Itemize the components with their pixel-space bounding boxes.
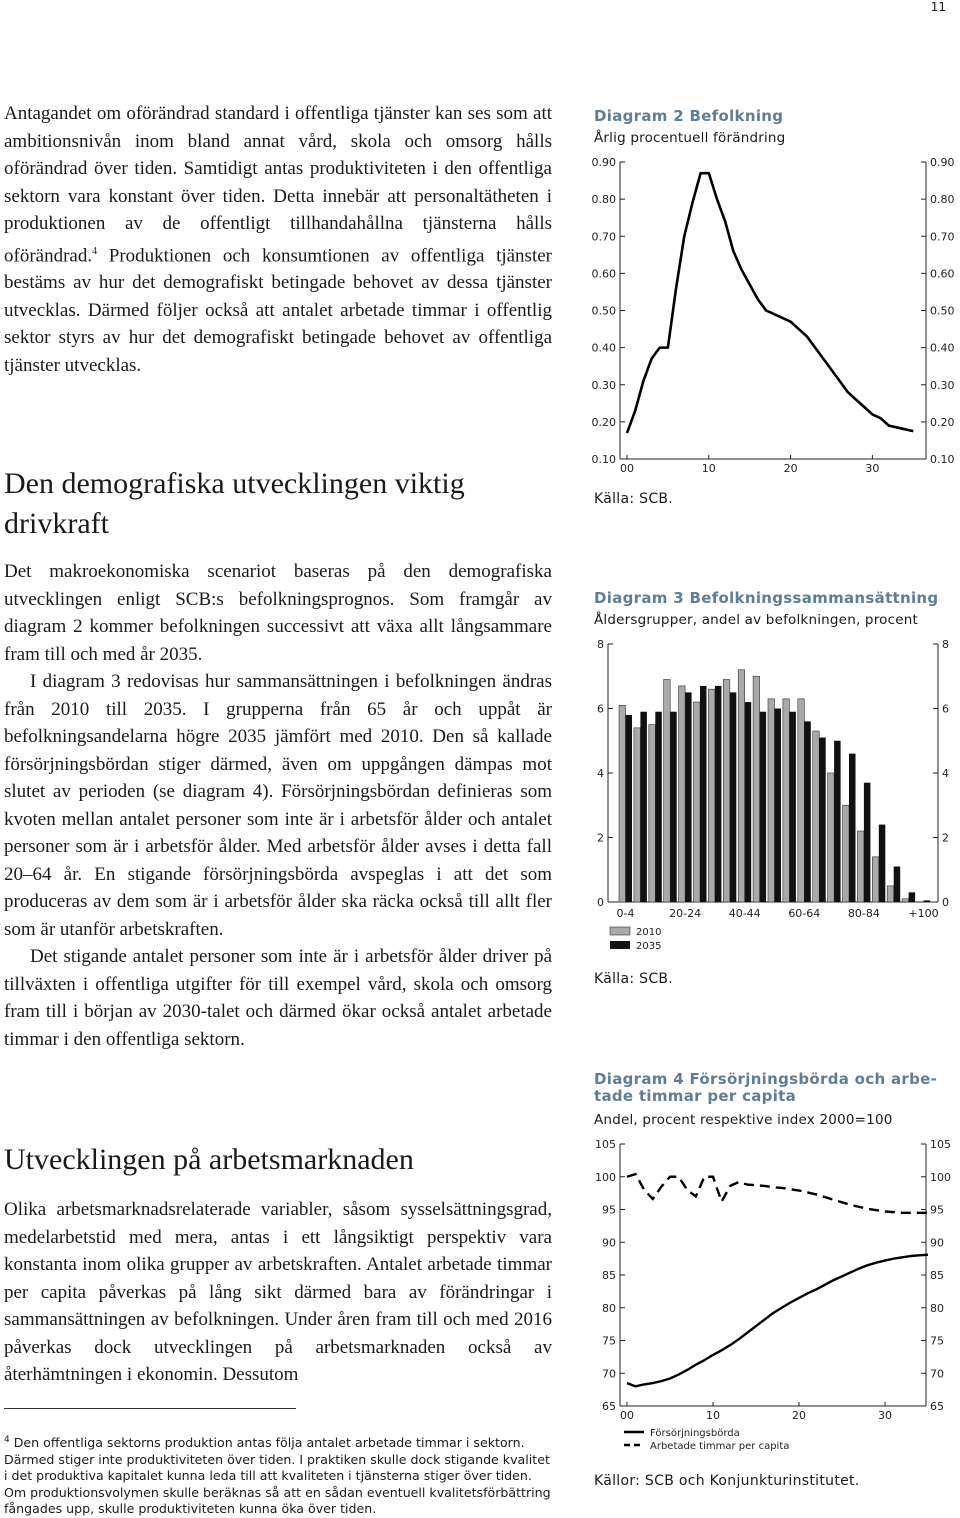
y-tick-label-right: 0.70: [930, 230, 955, 244]
y-tick-label-right: 4: [942, 767, 949, 780]
bar-2035-90-94: [894, 867, 901, 902]
bar-2010-90-94: [887, 886, 894, 902]
x-tick-label: 10: [701, 462, 716, 475]
heading-line-2: drivkraft: [4, 507, 109, 540]
bar-2035-80-84: [864, 783, 871, 902]
bar-2010-70-74: [828, 773, 835, 902]
footnote-reference[interactable]: 4: [92, 245, 98, 257]
y-tick-label-right: 2: [942, 831, 949, 845]
bar-2035-60-64: [804, 721, 811, 902]
legend-label-2010: 2010: [636, 927, 662, 938]
bar-2010-25-29: [694, 702, 701, 902]
y-tick-label-left: 6: [597, 702, 604, 716]
diagram3-title: Diagram 3 Befolkningssammansättning: [594, 589, 939, 607]
y-tick-label-left: 85: [602, 1269, 616, 1282]
y-tick-label-left: 80: [602, 1301, 616, 1315]
x-tick-label: 20: [783, 462, 798, 475]
bar-2035-20-24: [685, 692, 692, 902]
bar-2010-20-24: [679, 686, 686, 902]
bar-2035-15-19: [670, 712, 677, 902]
y-tick-label-right: 0.40: [930, 341, 955, 355]
y-tick-label-right: 80: [930, 1301, 944, 1315]
diagram2-source: Källa: SCB.: [594, 491, 674, 507]
y-tick-label-left: 90: [602, 1236, 616, 1250]
legend-label-forsorjningsborda: Försörjningsbörda: [650, 1428, 740, 1439]
y-tick-label-right: 100: [930, 1170, 951, 1184]
bar-2010-35-39: [723, 679, 730, 902]
footnote-divider: [4, 1408, 296, 1409]
x-tick-label: 60-64: [788, 907, 821, 920]
bar-2010-95-99: [902, 899, 909, 902]
diagram4-title: [594, 1071, 937, 1105]
bar-2035-35-39: [730, 692, 737, 902]
y-tick-label-right: 65: [930, 1400, 944, 1413]
diagram2-chart: [590, 150, 960, 480]
y-tick-label-left: 0.10: [591, 453, 616, 466]
bar-2010-80-84: [857, 831, 864, 902]
y-tick-label-right: 85: [930, 1269, 944, 1282]
diagram2-subtitle: Årlig procentuell förändring: [594, 130, 786, 146]
y-tick-label-left: 2: [597, 831, 604, 845]
intro-paragraph: [4, 100, 552, 379]
y-tick-label-right: 90: [930, 1236, 944, 1250]
series-line-forsorjningsborda: [627, 1255, 928, 1387]
y-tick-label-right: 0.10: [930, 453, 955, 466]
y-tick-label-right: 8: [942, 638, 949, 651]
bar-2035-75-79: [849, 754, 856, 902]
bar-2035-25-29: [700, 686, 707, 902]
heading-line-1: Den demografiska utvecklingen viktig: [4, 467, 465, 500]
bar-2035-+100: [924, 900, 931, 902]
bar-2035-65-69: [819, 738, 826, 902]
demografi-body: [4, 558, 552, 1053]
diagram2-title: Diagram 2 Befolkning: [594, 107, 784, 125]
legend-swatch-2010: [610, 927, 630, 935]
y-tick-label-right: 70: [930, 1367, 944, 1381]
y-tick-label-right: 105: [930, 1138, 951, 1151]
legend-label-2035: 2035: [636, 941, 662, 952]
bar-2010-45-49: [753, 676, 760, 902]
bar-2010-10-14: [649, 725, 656, 902]
diagram4-subtitle: Andel, procent respektive index 2000=100: [594, 1112, 893, 1128]
y-tick-label-right: 0.20: [930, 415, 955, 429]
x-tick-label: 00: [620, 462, 634, 475]
x-tick-label: 30: [878, 1409, 892, 1422]
x-tick-label: 80-84: [847, 907, 880, 920]
x-tick-label: 30: [865, 462, 880, 475]
paragraph: Olika arbetsmarknadsrelaterade variabler, såsom sysselsättningsgrad, medelarbetstid med mera, antas i ett långsiktigt perspektiv vara konstanta inom olika grupper av arbetskraften. Antalet arbetade timmar per capita påverkas på lång sikt därmed bara av förändringar i sammansättningen av befolkningen. Under åren fram till och med 2016 påverkas dock utvecklingen på arbetsmarknaden också av återhämtningen i ekonomin. Dessutom: [4, 1199, 552, 1385]
y-tick-label-left: 0.30: [591, 378, 616, 392]
footnote-number: 4: [4, 1435, 10, 1445]
bar-2035-85-89: [879, 825, 886, 902]
y-tick-label-right: 6: [942, 702, 949, 716]
y-tick-label-left: 95: [602, 1203, 616, 1217]
y-tick-label-right: 0.80: [930, 193, 955, 207]
diagram4-title-line2: tade timmar per capita: [594, 1087, 797, 1105]
bar-2010-40-44: [738, 670, 745, 902]
x-tick-label: +100: [908, 907, 939, 920]
y-tick-label-left: 0.70: [591, 230, 616, 244]
bar-2035-70-74: [834, 741, 841, 902]
bar-2035-45-49: [760, 712, 767, 902]
x-tick-label: 20-24: [669, 907, 702, 920]
bar-2035-95-99: [909, 892, 916, 902]
footnote: [4, 1432, 556, 1518]
section-heading-arbetsmarknad: Utvecklingen på arbetsmarknaden: [4, 1143, 414, 1176]
intro-text: Antagandet om oförändrad standard i offentliga tjänster kan ses som att ambitionsnivån inom bland annat vård, skola och omsorg hålls oförändrad över tiden. Samtidigt antas produktiviteten i den offentliga sektorn vara konstant över tiden. Detta innebär att personaltätheten i produktionen av de offentligt tillhandahållna tjänsterna hålls oförändrad.: [4, 103, 552, 266]
bar-2035-55-59: [789, 712, 796, 902]
y-tick-label-left: 8: [597, 638, 604, 651]
y-tick-label-left: 0.40: [591, 341, 616, 355]
bar-2010-30-34: [708, 689, 715, 902]
x-tick-label: 10: [706, 1409, 720, 1422]
y-tick-label-right: 0: [942, 896, 949, 909]
y-tick-label-right: 0.30: [930, 378, 955, 392]
bar-2035-0-4: [626, 715, 633, 902]
y-tick-label-left: 4: [597, 767, 604, 780]
x-tick-label: 40-44: [728, 907, 761, 920]
bar-2010-0-4: [619, 705, 626, 902]
bar-2010-85-89: [872, 857, 879, 902]
y-tick-label-right: 0.50: [930, 304, 955, 318]
diagram4-source: Källor: SCB och Konjunkturinstitutet.: [594, 1473, 860, 1489]
y-tick-label-right: 95: [930, 1203, 944, 1217]
bar-2035-50-54: [775, 709, 782, 903]
intro-text-cont: Produktionen och konsumtionen av offentliga tjänster bestäms av hur det demografiskt betingade behovet av dessa tjänster utvecklas. Därmed följer också att antalet arbetade timmar i offentlig sektor styrs av hur det demografiskt betingade behovet av offentliga tjänster utvecklas.: [4, 244, 552, 376]
y-tick-label-right: 0.60: [930, 267, 955, 281]
paragraph: I diagram 3 redovisas hur sammansättningen i befolkningen ändras från 2010 till 2035. I grupperna från 65 år och uppåt är befolkningsandelarna högre 2035 jämfört med 2010. Den så kallade försörjningsbördan stiger därmed, även om uppgången dämpas mot slutet av perioden (se diagram 4). Försörjningsbördan definieras som kvoten mellan antalet personer som inte är i arbetsför ålder och antalet personer som är i arbetsför ålder. Med arbetsför ålder avses i detta fall 20–64 år. En stigande försörjningsbörda avspeglas i att det som produceras av dem som är i arbetsför ålder ska räcka också till allt fler som är utanför arbetskraften.: [4, 671, 552, 940]
y-tick-label-left: 0: [597, 896, 604, 909]
x-tick-label: 0-4: [616, 907, 635, 920]
bar-2035-30-34: [715, 686, 722, 902]
bar-2010-55-59: [783, 699, 790, 902]
section-heading-demografi: [4, 464, 465, 544]
paragraph: Det stigande antalet personer som inte är i arbetsför ålder driver på tillväxten i offentliga utgifter för till exempel vård, skola och omsorg fram till i början av 2030-talet och därmed ökar också antalet arbetade timmar i den offentliga sektorn.: [4, 946, 552, 1050]
y-tick-label-left: 70: [602, 1367, 616, 1381]
y-tick-label-left: 65: [602, 1400, 616, 1413]
y-tick-label-right: 0.90: [930, 156, 955, 169]
y-tick-label-left: 0.20: [591, 415, 616, 429]
bar-2010-60-64: [798, 699, 805, 902]
x-tick-label: 00: [620, 1409, 634, 1422]
bar-2010-65-69: [813, 731, 820, 902]
diagram3-chart: [590, 632, 960, 962]
diagram4-chart: [590, 1134, 960, 1464]
bar-2035-10-14: [655, 712, 662, 902]
y-tick-label-left: 100: [595, 1170, 616, 1184]
y-tick-label-left: 0.80: [591, 193, 616, 207]
series-line-befolkning: [627, 173, 913, 433]
bar-2010-50-54: [768, 699, 775, 902]
bar-2010-75-79: [843, 805, 850, 902]
y-tick-label-left: 0.50: [591, 304, 616, 318]
legend-swatch-2035: [610, 941, 630, 949]
y-tick-label-left: 105: [595, 1138, 616, 1151]
y-tick-label-right: 75: [930, 1334, 944, 1348]
bar-2035-40-44: [745, 702, 752, 902]
paragraph: Det makroekonomiska scenariot baseras på den demografiska utvecklingen enligt SCB:s befolkningsprognos. Som framgår av diagram 2 kommer befolkningen successivt att växa allt långsammare fram till och med år 2035.: [4, 561, 552, 665]
legend-label-arbetade-timmar: Arbetade timmar per capita: [650, 1441, 790, 1452]
arbetsmarknad-body: [4, 1196, 552, 1389]
footnote-text: Den offentliga sektorns produktion antas följa antalet arbetade timmar i sektorn. Därmed stiger inte produktiviteten över tiden. I praktiken skulle dock stigande kvalitet i det produktiva kapitalet kunna leda till att kvaliteten i tjänsterna stiger över tiden. Om produktionsvolymen skulle beräknas så att en sådan eventuell kvalitetsförbättring fångades upp, skulle produktiviteten kunna öka över tiden.: [4, 1435, 551, 1517]
bar-2035-5-9: [640, 712, 647, 902]
y-tick-label-left: 75: [602, 1334, 616, 1348]
x-tick-label: 20: [792, 1409, 806, 1422]
y-tick-label-left: 0.60: [591, 267, 616, 281]
page-number: 11: [930, 0, 946, 14]
diagram3-source: Källa: SCB.: [594, 971, 674, 987]
y-tick-label-left: 0.90: [591, 156, 616, 169]
diagram4-title-line1: Diagram 4 Försörjningsbörda och arbe-: [594, 1070, 938, 1088]
bar-2010-15-19: [664, 679, 671, 902]
bar-2010-5-9: [634, 728, 641, 902]
diagram3-subtitle: Åldersgrupper, andel av befolkningen, procent: [594, 612, 918, 628]
series-line-arbetade-timmar: [627, 1174, 928, 1213]
